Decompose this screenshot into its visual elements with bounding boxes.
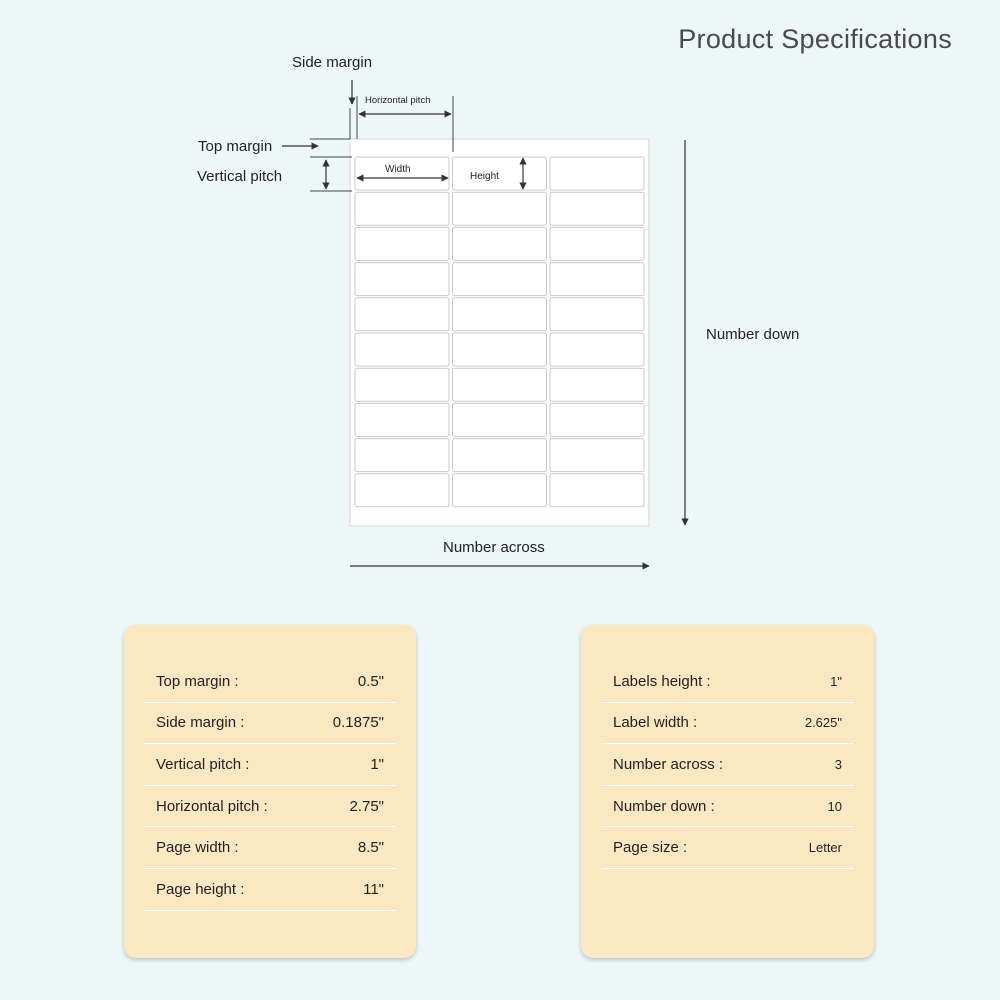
spec-value: 3 (834, 756, 842, 772)
label-cell (550, 263, 644, 296)
spec-label: Label width : (613, 714, 698, 732)
label-cell (550, 298, 644, 331)
spec-list-right (601, 661, 854, 869)
width-label: Width (385, 164, 411, 175)
spec-value: 1" (830, 673, 842, 689)
label-cell (453, 368, 547, 401)
label-cell (550, 474, 644, 507)
spec-label: Side margin : (156, 714, 245, 732)
spec-value: 0.5" (357, 672, 384, 690)
label-cell (355, 263, 449, 296)
label-cell (453, 263, 547, 296)
spec-row (144, 744, 396, 786)
label-cell (550, 439, 644, 472)
label-cell (355, 227, 449, 260)
spec-value: 1" (370, 755, 384, 773)
spec-row (601, 661, 854, 703)
label-cell (550, 403, 644, 436)
label-cell (550, 157, 644, 190)
spec-value: 11" (363, 880, 384, 898)
spec-row (601, 786, 854, 828)
label-cell (453, 474, 547, 507)
label-cell (355, 298, 449, 331)
spec-label: Horizontal pitch : (156, 797, 268, 815)
spec-label: Vertical pitch : (156, 755, 250, 773)
label-cell (453, 157, 547, 190)
horizontal-pitch-label: Horizontal pitch (365, 95, 431, 106)
spec-list-left (144, 661, 396, 911)
spec-row (144, 661, 396, 703)
label-cell (550, 227, 644, 260)
side-margin-label: Side margin (292, 54, 373, 71)
spec-row (601, 744, 854, 786)
spec-row (144, 786, 396, 828)
label-cell (355, 368, 449, 401)
label-cell (453, 227, 547, 260)
spec-value: 2.625" (804, 715, 842, 731)
spec-label: Number down : (613, 797, 715, 815)
label-cell (453, 192, 547, 225)
label-cell (355, 403, 449, 436)
label-cell (550, 192, 644, 225)
top-margin-label: Top margin (198, 138, 273, 155)
spec-value: 10 (827, 798, 842, 814)
number-down-label: Number down (706, 326, 800, 343)
label-cell (453, 333, 547, 366)
spec-panel-left (124, 625, 416, 958)
spec-row (601, 827, 854, 869)
spec-value: 2.75" (349, 797, 384, 815)
spec-value: Letter (808, 840, 842, 856)
spec-value: 8.5" (357, 839, 384, 857)
label-cell (355, 439, 449, 472)
label-cell (453, 298, 547, 331)
vertical-pitch-label: Vertical pitch (197, 168, 283, 185)
label-cell (355, 474, 449, 507)
spec-label: Page height : (156, 880, 245, 898)
spec-row (144, 827, 396, 869)
label-cell (355, 192, 449, 225)
number-across-label: Number across (443, 539, 545, 556)
spec-label: Page size : (613, 839, 688, 857)
label-cell (453, 439, 547, 472)
spec-label: Number across : (613, 755, 724, 773)
spec-row (144, 703, 396, 745)
label-cell (453, 403, 547, 436)
spec-row (601, 703, 854, 745)
height-label: Height (470, 171, 499, 182)
spec-label: Top margin : (156, 672, 239, 690)
spec-panel-right (581, 625, 874, 958)
label-cell (355, 333, 449, 366)
label-cell (550, 368, 644, 401)
spec-value: 0.1875" (332, 714, 384, 732)
spec-label: Page width : (156, 839, 239, 857)
page-title: Product Specifications (678, 24, 952, 54)
spec-row (144, 869, 396, 911)
label-cell (550, 333, 644, 366)
spec-label: Labels height : (613, 672, 711, 690)
